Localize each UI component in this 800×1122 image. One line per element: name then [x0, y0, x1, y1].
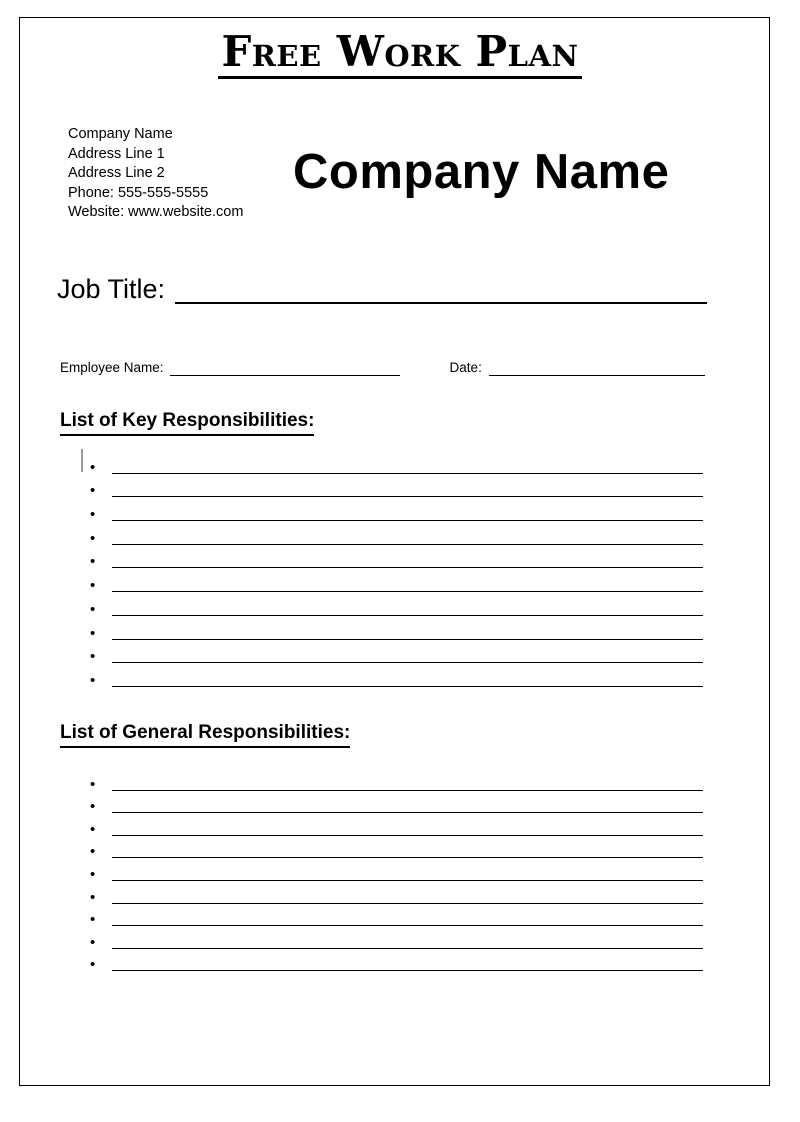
list-item[interactable] — [90, 568, 703, 595]
job-title-label: Job Title: — [57, 274, 166, 304]
bullet-icon: • — [90, 506, 96, 524]
list-item[interactable] — [90, 640, 703, 664]
bullet-icon: • — [90, 553, 96, 571]
list-item[interactable] — [90, 926, 703, 949]
blank-line[interactable] — [112, 662, 703, 663]
bullet-icon: • — [90, 956, 96, 974]
bullet-icon: • — [90, 624, 96, 642]
bullet-icon: • — [90, 888, 96, 906]
bullet-icon: • — [90, 775, 96, 793]
list-item[interactable] — [90, 616, 703, 640]
list-item[interactable] — [90, 813, 703, 836]
company-info-block — [68, 125, 243, 223]
blank-line[interactable] — [112, 544, 703, 545]
page-title: Free Work Plan — [218, 31, 581, 79]
blank-line[interactable] — [112, 615, 703, 616]
company-info-address2: Address Line 2 — [68, 165, 165, 182]
list-item[interactable] — [90, 521, 703, 545]
list-item[interactable] — [90, 904, 703, 927]
bullet-icon: • — [90, 600, 96, 618]
blank-line[interactable] — [112, 790, 703, 791]
bullet-icon: • — [90, 820, 96, 838]
list-item[interactable] — [90, 858, 703, 881]
list-item[interactable] — [90, 768, 703, 791]
date-label: Date: — [449, 360, 482, 375]
bullet-icon: • — [90, 843, 96, 861]
job-title-field[interactable] — [175, 302, 707, 304]
list-item[interactable] — [90, 450, 703, 474]
company-info-phone: Phone: 555-555-5555 — [68, 184, 209, 201]
blank-line[interactable] — [112, 496, 703, 497]
list-item[interactable] — [90, 474, 703, 498]
list-item[interactable] — [90, 663, 703, 687]
blank-line[interactable] — [112, 835, 703, 836]
blank-line[interactable] — [112, 520, 703, 521]
list-item[interactable] — [90, 545, 703, 569]
company-name-heading: Company Name — [293, 145, 670, 199]
blank-line[interactable] — [112, 925, 703, 926]
employee-name-field[interactable] — [170, 375, 400, 376]
blank-line[interactable] — [112, 970, 703, 971]
blank-line[interactable] — [112, 639, 703, 640]
blank-line[interactable] — [112, 686, 703, 687]
bullet-icon: • — [90, 529, 96, 547]
blank-line[interactable] — [112, 857, 703, 858]
bullet-icon: • — [90, 911, 96, 929]
text-cursor — [81, 449, 83, 472]
job-title-row — [57, 272, 707, 304]
key-responsibilities-list — [90, 450, 703, 687]
company-info-address1: Address Line 1 — [68, 145, 165, 162]
bullet-icon: • — [90, 458, 96, 476]
blank-line[interactable] — [112, 473, 703, 474]
bullet-icon: • — [90, 482, 96, 500]
list-item[interactable] — [90, 836, 703, 859]
company-info-name: Company Name — [68, 126, 173, 142]
blank-line[interactable] — [112, 880, 703, 881]
bullet-icon: • — [90, 648, 96, 666]
document-header — [0, 27, 800, 79]
employee-name-label: Employee Name: — [60, 360, 164, 375]
blank-line[interactable] — [112, 948, 703, 949]
blank-line[interactable] — [112, 567, 703, 568]
general-responsibilities-list — [90, 768, 703, 974]
general-responsibilities-heading: List of General Responsibilities: — [60, 721, 350, 748]
company-info-website: Website: www.website.com — [68, 204, 244, 221]
date-field[interactable] — [489, 375, 705, 376]
bullet-icon: • — [90, 798, 96, 816]
list-item[interactable] — [90, 592, 703, 616]
bullet-icon: • — [90, 577, 96, 595]
blank-line[interactable] — [112, 591, 703, 592]
list-item[interactable] — [90, 497, 703, 524]
list-item[interactable] — [90, 791, 703, 814]
bullet-icon: • — [90, 865, 96, 883]
list-item[interactable] — [90, 949, 703, 972]
blank-line[interactable] — [112, 903, 703, 904]
employee-date-row — [60, 359, 705, 376]
list-item[interactable] — [90, 881, 703, 904]
bullet-icon: • — [90, 933, 96, 951]
bullet-icon: • — [90, 671, 96, 689]
blank-line[interactable] — [112, 812, 703, 813]
key-responsibilities-heading: List of Key Responsibilities: — [60, 409, 314, 436]
